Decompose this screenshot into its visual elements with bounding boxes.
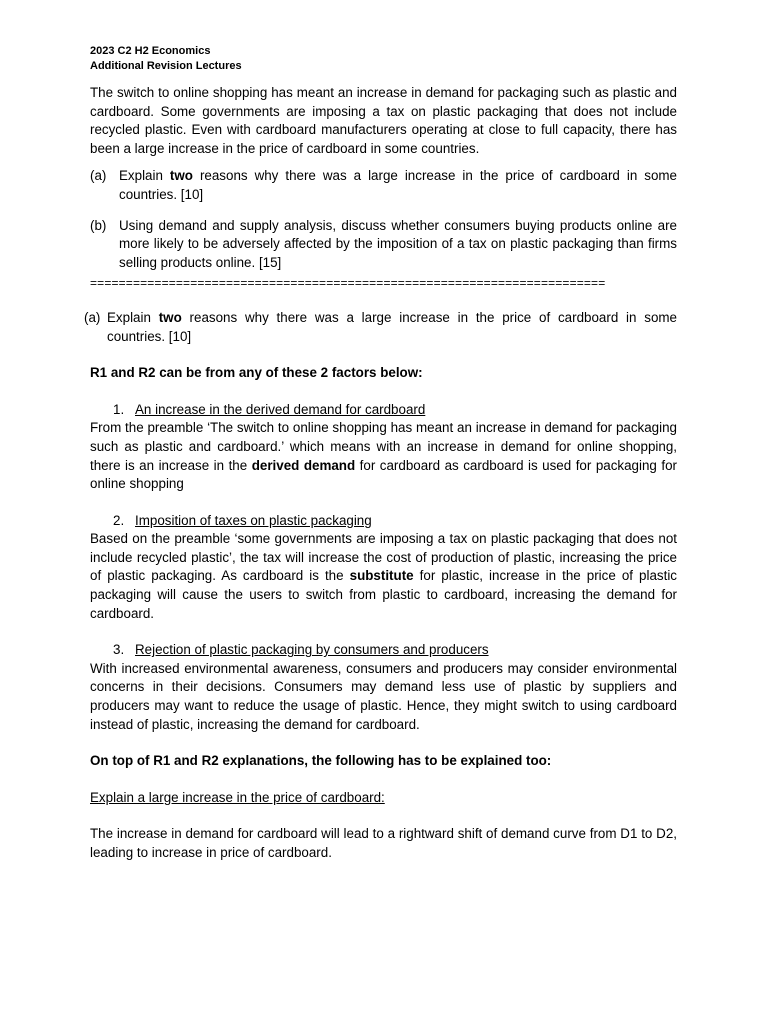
answer-a-pre: Explain: [107, 309, 159, 325]
factors-heading: R1 and R2 can be from any of these 2 factors below:: [90, 365, 423, 381]
answer-a-post: reasons why there was a large increase in the price of cardboard in some countries. [10]: [107, 309, 677, 344]
answer-a-text: [107, 309, 677, 346]
question-a-post: reasons why there was a large increase in the price of cardboard in some countries. [10]: [119, 168, 677, 202]
price-paragraph: The increase in demand for cardboard will lead to a rightward shift of demand curve from D1 to D2, leading to increase in price of cardboard.: [90, 826, 677, 860]
factor-1-body: [90, 419, 677, 493]
price-heading: Explain a large increase in the price of cardboard:: [90, 789, 385, 805]
factor-2-heading: [90, 512, 677, 531]
factor-1-pre: From the preamble ‘The switch to online shopping has meant an increase in demand for packaging such as plastic and cardboard.’ which means with an increase in demand for online shopping, there is an increase in the: [90, 420, 677, 473]
header-subtitle: Additional Revision Lectures: [90, 60, 242, 72]
question-a-pre: Explain: [119, 168, 170, 184]
factor-2-number: 2.: [113, 512, 125, 528]
factor-1-title: An increase in the derived demand for cardboard: [135, 401, 426, 417]
answer-a-bold: two: [158, 309, 182, 325]
question-b-text: Using demand and supply analysis, discuss whether consumers buying products online are more likely to be adversely affected by the imposition of a tax on plastic packaging than firms selling products online. [15]: [119, 217, 677, 270]
question-a-bold: two: [169, 168, 193, 184]
factor-3-number: 3.: [113, 642, 125, 658]
separator-rule: ========================================================================: [90, 276, 606, 291]
question-a: [90, 167, 677, 204]
question-b-label: (b): [90, 217, 107, 233]
factor-1-bold: derived demand: [251, 457, 356, 473]
answer-a-question: [84, 309, 677, 346]
factor-1-post: for cardboard as cardboard is used for packaging for online shopping: [90, 457, 677, 492]
factor-2-post: for plastic, increase in the price of plastic packaging will cause the users to switch from plastic to cardboard, increasing the demand for cardboard.: [90, 568, 677, 621]
factor-3-heading: [90, 641, 677, 660]
factor-2-pre: Based on the preamble ‘some governments are imposing a tax on plastic packaging that does not include recycled plastic’, the tax will increase the cost of production of plastic, increasing the price of plastic packaging. As cardboard is the: [90, 531, 677, 584]
document-header: [90, 44, 677, 74]
factor-2-title: Imposition of taxes on plastic packaging: [135, 512, 372, 528]
factor-2-bold: substitute: [349, 568, 414, 584]
question-b: [90, 217, 677, 273]
header-course: 2023 C2 H2 Economics: [90, 45, 211, 57]
ontop-heading: On top of R1 and R2 explanations, the following has to be explained too:: [90, 753, 552, 769]
factor-3-title: Rejection of plastic packaging by consumers and producers: [135, 642, 489, 658]
preamble-paragraph: The switch to online shopping has meant an increase in demand for packaging such as plastic and cardboard. Some governments are imposing a tax on plastic packaging that does not include recycled plastic. Even with cardboard manufacturers operating at close to full capacity, there has been a large increase in the price of cardboard in some countries.: [90, 85, 677, 156]
factor-1-number: 1.: [113, 401, 125, 417]
factor-1-heading: [90, 401, 677, 420]
document-page: [84, 44, 677, 863]
question-a-label: (a): [90, 168, 107, 184]
factor-3-body: With increased environmental awareness, consumers and producers may consider environmental concerns in their decisions. Consumers may demand less use of plastic by suppliers and producers may want to reduce the usage of plastic. Hence, they might switch to using cardboard instead of plastic, increasing the demand for cardboard.: [90, 660, 677, 732]
answer-a-label: (a): [84, 309, 101, 325]
question-a-text: [119, 167, 677, 204]
factor-2-body: [90, 530, 677, 623]
